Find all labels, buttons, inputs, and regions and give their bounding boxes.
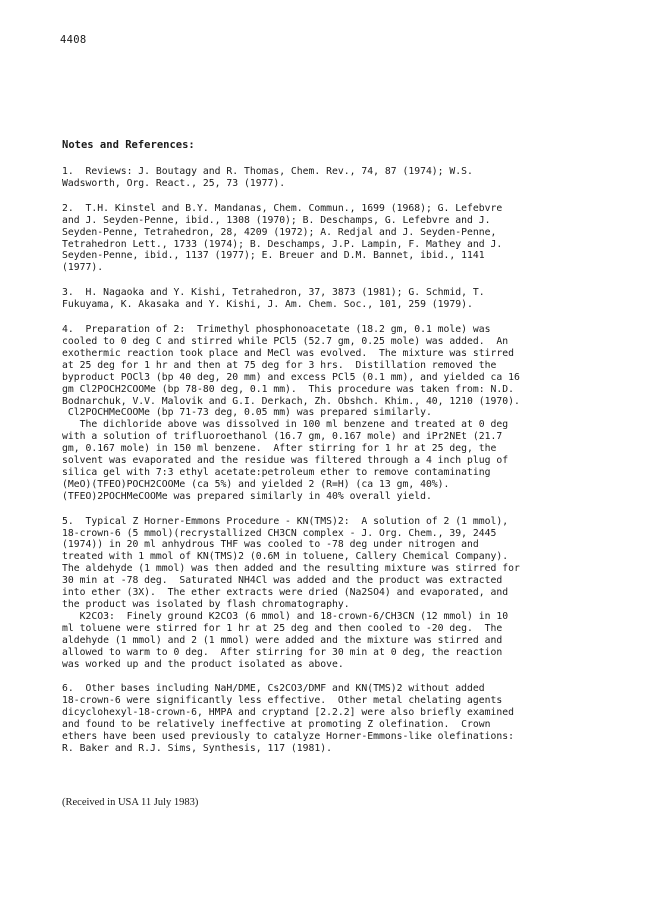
note-line: 6. Other bases including NaH/DME, Cs2CO3/DMF and KN(TMS)2 without added — [62, 683, 485, 695]
note-line: ethers have been used previously to catalyze Horner-Emmons-like olefinations: — [62, 731, 514, 743]
note-line: and J. Seyden-Penne, ibid., 1308 (1970); B. Deschamps, G. Lefebvre and J. — [62, 214, 491, 226]
note-line: ml toluene were stirred for 1 hr at 25 deg and then cooled to -20 deg. The — [62, 622, 503, 634]
note-line: 5. Typical Z Horner-Emmons Procedure - KN(TMS)2: A solution of 2 (1 mmol), — [62, 515, 509, 527]
note-line: R. Baker and R.J. Sims, Synthesis, 117 (1981). — [62, 742, 333, 754]
reference-note — [62, 166, 642, 190]
note-line: at 25 deg for 1 hr and then at 75 deg for 3 hrs. Distillation removed the — [62, 359, 497, 371]
note-line: (1977). — [62, 262, 104, 274]
note-line: (TFEO)2POCHMeCOOMe was prepared similarly in 40% overall yield. — [62, 490, 432, 502]
note-line: silica gel with 7:3 ethyl acetate:petroleum ether to remove contaminating — [62, 466, 491, 478]
note-line: (MeO)(TFEO)POCH2COOMe (ca 5%) and yielded 2 (R=H) (ca 13 gm, 40%). — [62, 478, 450, 490]
reference-note — [62, 203, 642, 274]
note-line: (1974)) in 20 ml anhydrous THF was cooled to -78 deg under nitrogen and — [62, 539, 479, 551]
reference-note — [62, 683, 642, 754]
note-line: dicyclohexyl-18-crown-6, HMPA and cryptand [2.2.2] were also briefly examined — [62, 707, 514, 719]
note-line: Bodnarchuk, V.V. Malovik and G.I. Derkach, Zh. Obshch. Khim., 40, 1210 (1970). — [62, 395, 520, 407]
note-line: 18-crown-6 were significantly less effective. Other metal chelating agents — [62, 695, 503, 707]
note-line: Wadsworth, Org. React., 25, 73 (1977). — [62, 177, 286, 189]
note-line: K2CO3: Finely ground K2CO3 (6 mmol) and 18-crown-6/CH3CN (12 mmol) in 10 — [62, 610, 509, 622]
note-line: with a solution of trifluoroethanol (16.7 gm, 0.167 mole) and iPr2NEt (21.7 — [62, 431, 503, 443]
note-line: The dichloride above was dissolved in 100 ml benzene and treated at 0 deg — [62, 419, 509, 431]
reference-note — [62, 287, 642, 311]
note-line: Seyden-Penne, ibid., 1137 (1977); E. Breuer and D.M. Bannet, ibid., 1141 — [62, 250, 485, 262]
note-line: 30 min at -78 deg. Saturated NH4Cl was added and the product was extracted — [62, 575, 503, 587]
reference-note — [62, 324, 642, 503]
note-line: Fukuyama, K. Akasaka and Y. Kishi, J. Am. Chem. Soc., 101, 259 (1979). — [62, 299, 473, 311]
note-line: The aldehyde (1 mmol) was then added and the resulting mixture was stirred for — [62, 563, 520, 575]
note-line: was worked up and the product isolated as above. — [62, 658, 344, 670]
note-line: Tetrahedron Lett., 1733 (1974); B. Deschamps, J.P. Lampin, F. Mathey and J. — [62, 238, 503, 250]
note-line: 2. T.H. Kinstel and B.Y. Mandanas, Chem. Commun., 1699 (1968); G. Lefebvre — [62, 202, 503, 214]
note-line: Seyden-Penne, Tetrahedron, 28, 4209 (1972); A. Redjal and J. Seyden-Penne, — [62, 226, 497, 238]
note-line: cooled to 0 deg C and stirred while PCl5 (52.7 gm, 0.25 mole) was added. An — [62, 335, 509, 347]
note-line: 4. Preparation of 2: Trimethyl phosphonoacetate (18.2 gm, 0.1 mole) was — [62, 324, 491, 336]
notes-list — [62, 166, 642, 768]
note-line: gm, 0.167 mole) in 150 ml benzene. After stirring for 1 hr at 25 deg, the — [62, 443, 497, 455]
note-line: byproduct POCl3 (bp 40 deg, 20 mm) and excess PCl5 (0.1 mm), and yielded ca 16 — [62, 371, 520, 383]
note-line: aldehyde (1 mmol) and 2 (1 mmol) were added and the mixture was stirred and — [62, 634, 503, 646]
note-line: treated with 1 mmol of KN(TMS)2 (0.6M in toluene, Callery Chemical Company). — [62, 551, 509, 563]
note-line: into ether (3X). The ether extracts were dried (Na2SO4) and evaporated, and — [62, 587, 509, 599]
note-line: the product was isolated by flash chromatography. — [62, 599, 350, 610]
note-line: 18-crown-6 (5 mmol)(recrystallized CH3CN complex - J. Org. Chem., 39, 2445 — [62, 527, 497, 539]
reference-note — [62, 516, 642, 671]
note-line: exothermic reaction took place and MeCl was evolved. The mixture was stirred — [62, 347, 514, 359]
note-line: Cl2POCHMeCOOMe (bp 71-73 deg, 0.05 mm) was prepared similarly. — [62, 407, 432, 419]
note-line: gm Cl2POCH2COOMe (bp 78-80 deg, 0.1 mm). This procedure was taken from: N.D. — [62, 383, 514, 395]
received-date: (Received in USA 11 July 1983) — [62, 797, 199, 808]
page-number: 4408 — [60, 34, 87, 46]
note-line: 1. Reviews: J. Boutagy and R. Thomas, Chem. Rev., 74, 87 (1974); W.S. — [62, 166, 473, 177]
note-line: 3. H. Nagaoka and Y. Kishi, Tetrahedron, 37, 3873 (1981); G. Schmid, T. — [62, 287, 485, 299]
notes-heading: Notes and References: — [62, 139, 195, 151]
note-line: solvent was evaporated and the residue was filtered through a 4 inch plug of — [62, 455, 509, 467]
note-line: allowed to warm to 0 deg. After stirring for 30 min at 0 deg, the reaction — [62, 646, 503, 658]
note-line: and found to be relatively ineffective at promoting Z olefination. Crown — [62, 719, 491, 731]
